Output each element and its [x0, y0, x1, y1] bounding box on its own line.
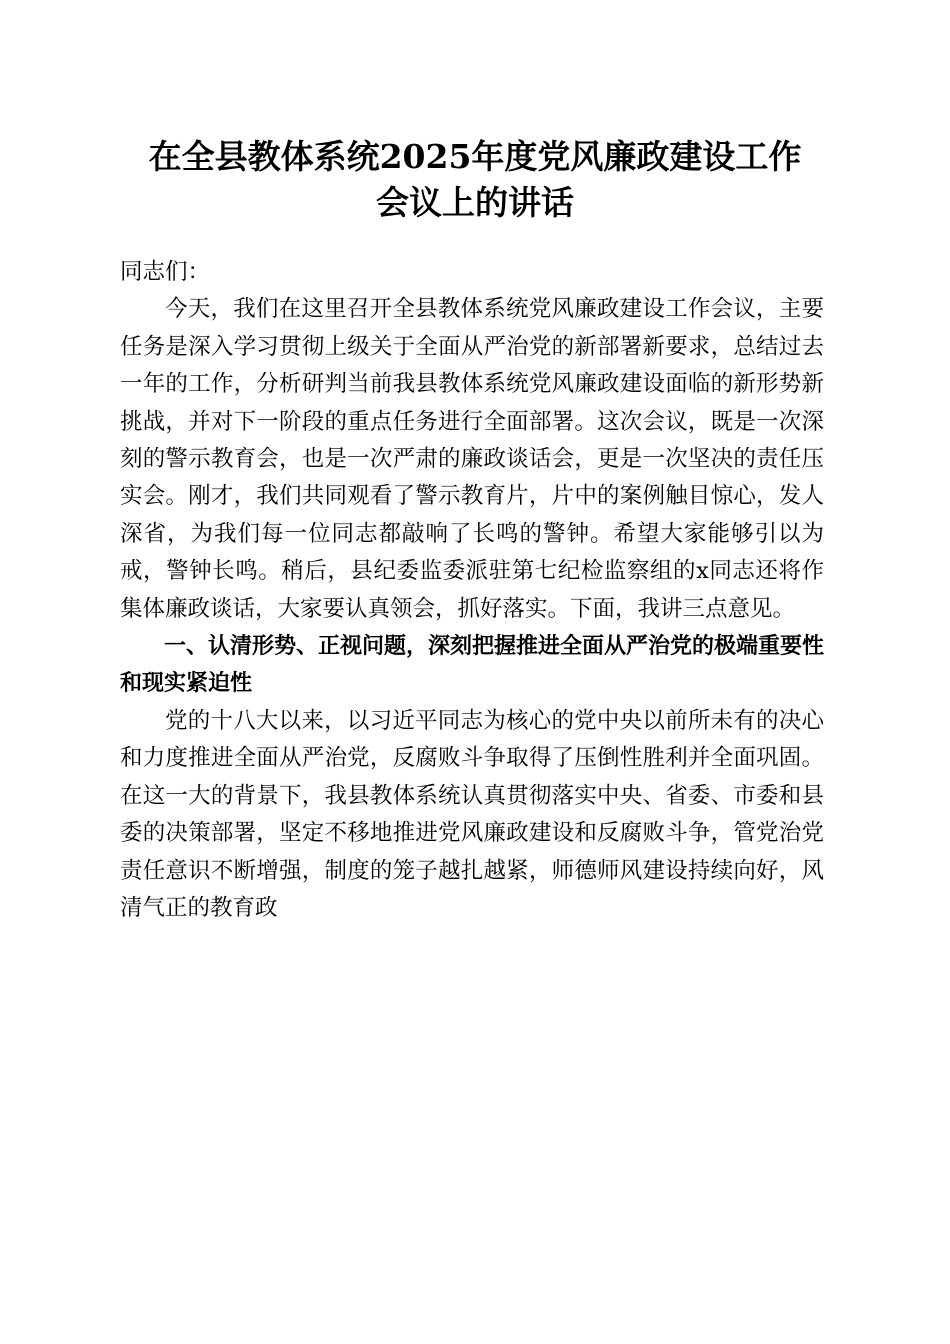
document-body	[120, 254, 824, 927]
section-heading-1: 一、认清形势、正视问题，深刻把握推进全面从严治党的极端重要性和现实紧迫性	[120, 634, 825, 697]
document-title	[100, 134, 850, 226]
paragraph-intro: 今天，我们在这里召开全县教体系统党风廉政建设工作会议，主要任务是深入学习贯彻上级关于全面从严治党的新部署新要求，总结过去一年的工作，分析研判当前我县教体系统党风廉政建设面临的新形势新挑战，并对下一阶段的重点任务进行全面部署。这次会议，既是一次深刻的警示教育会，也是一次严肃的廉政谈话会，更是一次坚决的责任压实会。刚才，我们共同观看了警示教育片，片中的案例触目惊心，发人深省，为我们每一位同志都敲响了长鸣的警钟。希望大家能够引以为戒，警钟长鸣。稍后，县纪委监委派驻第七纪检监察组的x同志还将作集体廉政谈话，大家要认真领会，抓好落实。下面，我讲三点意见。	[120, 296, 824, 622]
title-line-1: 在全县教体系统2025年度党风廉政建设工作	[148, 137, 802, 176]
salutation: 同志们：	[120, 259, 211, 285]
title-line-2: 会议上的讲话	[376, 183, 574, 222]
paragraph-section-1: 党的十八大以来，以习近平同志为核心的党中央以前所未有的决心和力度推进全面从严治党，反腐败斗争取得了压倒性胜利并全面巩固。在这一大的背景下，我县教体系统认真贯彻落实中央、省委、市委和县委的决策部署，坚定不移地推进党风廉政建设和反腐败斗争，管党治党责任意识不断增强，制度的笼子越扎越紧，师德师风建设持续向好，风清气正的教育政	[120, 707, 824, 921]
